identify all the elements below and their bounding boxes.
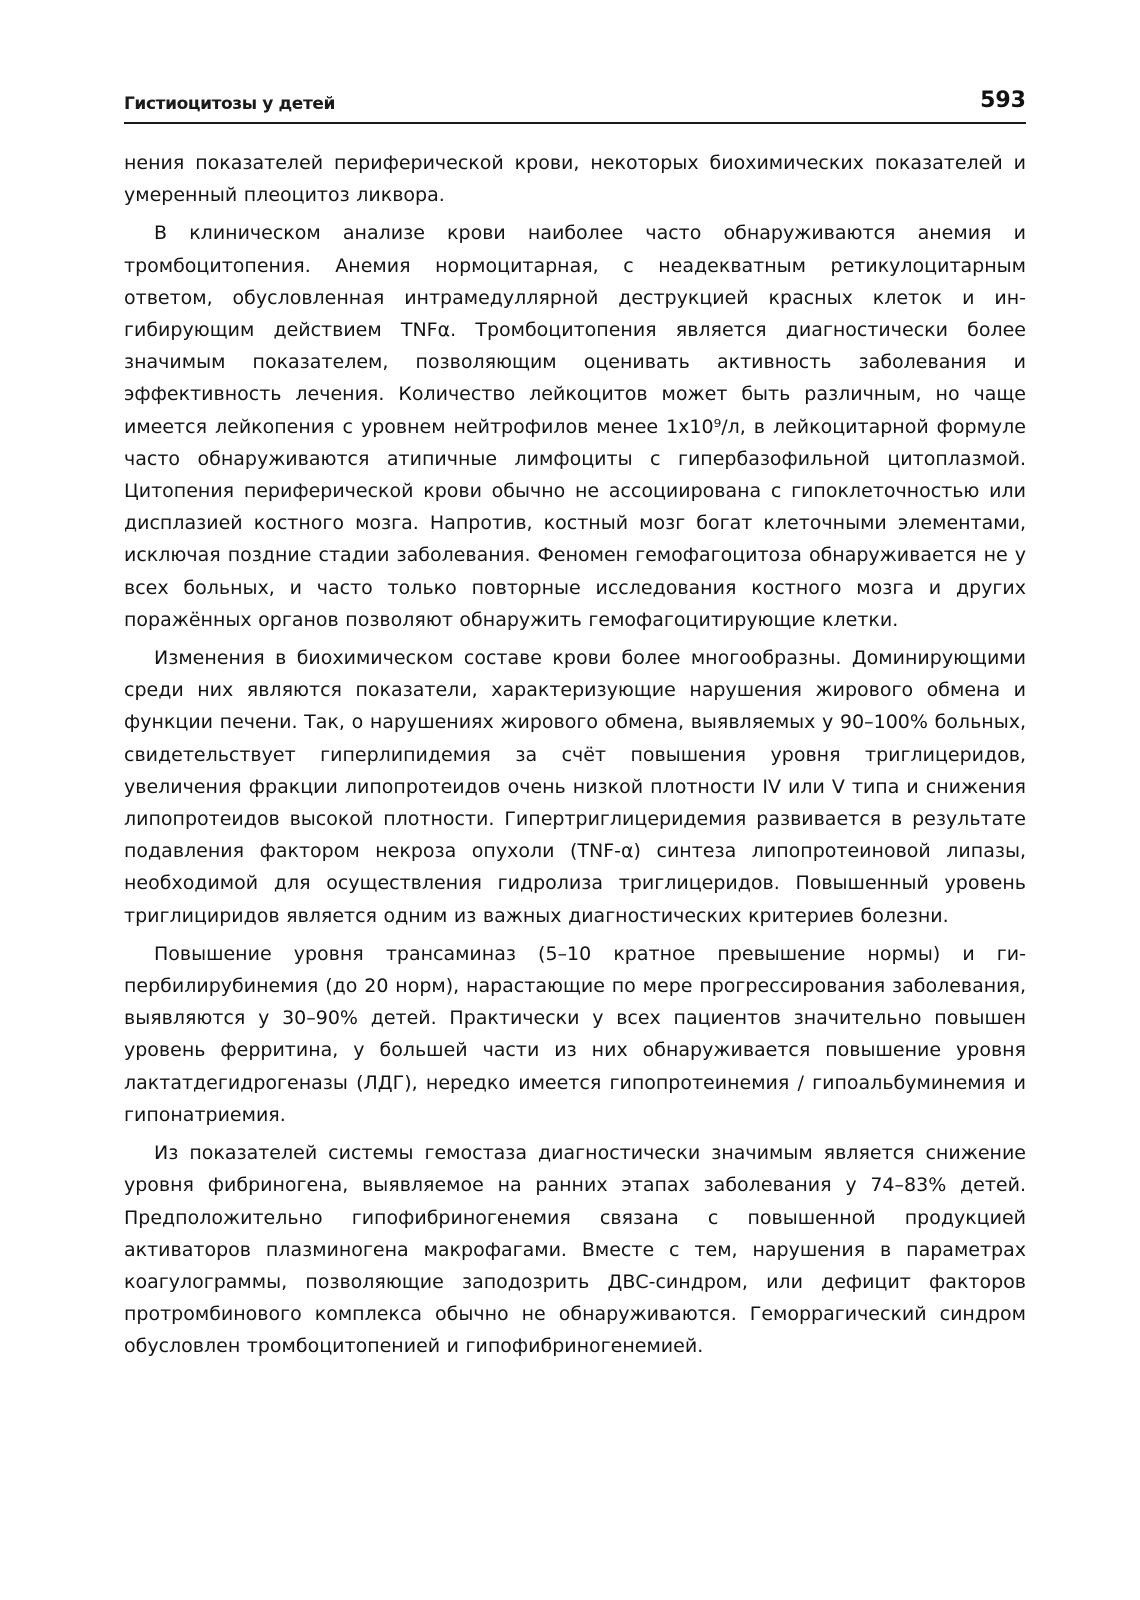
running-header xyxy=(124,88,1026,124)
paragraph-biochemistry: Изменения в биохимическом составе крови более многообразны. Доминирующими среди них являются показатели, характеризующие нарушения жирового обмена и функции печени. Так, о нарушениях жирового обмена, выявляемых у 90–100% больных, свидетельствует гиперлипидемия за счёт повышения уровня триглицеридов, увеличения фракции липопротеидов очень низкой плотности IV или V типа и снижения липопротеидов высокой плотности. Гипертриглицеридемия развивается в результате подавления фактором некроза опухоли (TNF-α) синтеза липопротеиновой липазы, необходимой для осуществления гидролиза триглицеридов. Повышенный уровень триглициридов является одним из важных диагностических критериев болезни. xyxy=(124,647,1026,927)
paragraph-blood-analysis: В клиническом анализе крови наиболее часто обнаруживаются анемия и тромбоцитопения. Анемия нормоцитарная, с неадекватным ретикулоцитарным ответом, обусловленная интрамедуллярной деструкцией красных клеток и ингибирующим действием TNFα. Тромбоцитопения является диагностически более значимым показателем, позволяющим оценивать активность заболевания и эффективность лечения. Количество лейкоцитов может быть различным, но чаще имеется лейкопения с уровнем нейтрофилов менее 1х10⁹/л, в лейкоцитарной формуле часто обнаруживаются атипичные лимфоциты с гипербазофильной цитоплазмой. Цитопения периферической крови обычно не ассоциирована с гипоклеточностью или дисплазией костного мозга. Напротив, костный мозг богат клеточными элементами, исключая поздние стадии заболевания. Феномен гемофагоцитоза обнаруживается не у всех больных, и часто только повторные исследования костного мозга и других поражённых органов позволяют обнаружить гемофагоцитирующие клетки. xyxy=(124,222,1026,631)
running-header-title: Гистиоцитозы у детей xyxy=(124,94,336,114)
body-text xyxy=(124,147,1026,1369)
paragraph-hemostasis: Из показателей системы гемостаза диагностически значимым является снижение уровня фибриногена, выявляемое на ранних этапах заболевания у 74–83% детей. Предположительно гипофибриногенемия связана с повышенной продукцией активаторов плазминогена макрофагами. Вместе с тем, нарушения в параметрах коагулограммы, позволяющие заподозрить ДВС-синдром, или дефицит факторов протромбинового комплекса обычно не обнаруживаются. Геморрагический синдром обусловлен тромбоцитопенией и гипофибриногенемией. xyxy=(124,1142,1026,1358)
paragraph-continuation: нения показателей периферической крови, некоторых биохимических показателей и умеренный плеоцитоз ликвора. xyxy=(124,152,1026,207)
paragraph-transaminases: Повышение уровня трансаминаз (5–10 кратное превышение нормы) и гипербилирубинемия (до 20 норм), нарастающие по мере прогрессирования заболевания, выявляются у 30–90% детей. Практически у всех пациентов значительно повышен уровень ферритина, у большей части из них обнаруживается повышение уровня лактатдегидрогеназы (ЛДГ), нередко имеется гипопротеинемия / гипоальбуминемия и гипонатриемия. xyxy=(124,942,1026,1126)
page-number: 593 xyxy=(980,88,1026,113)
